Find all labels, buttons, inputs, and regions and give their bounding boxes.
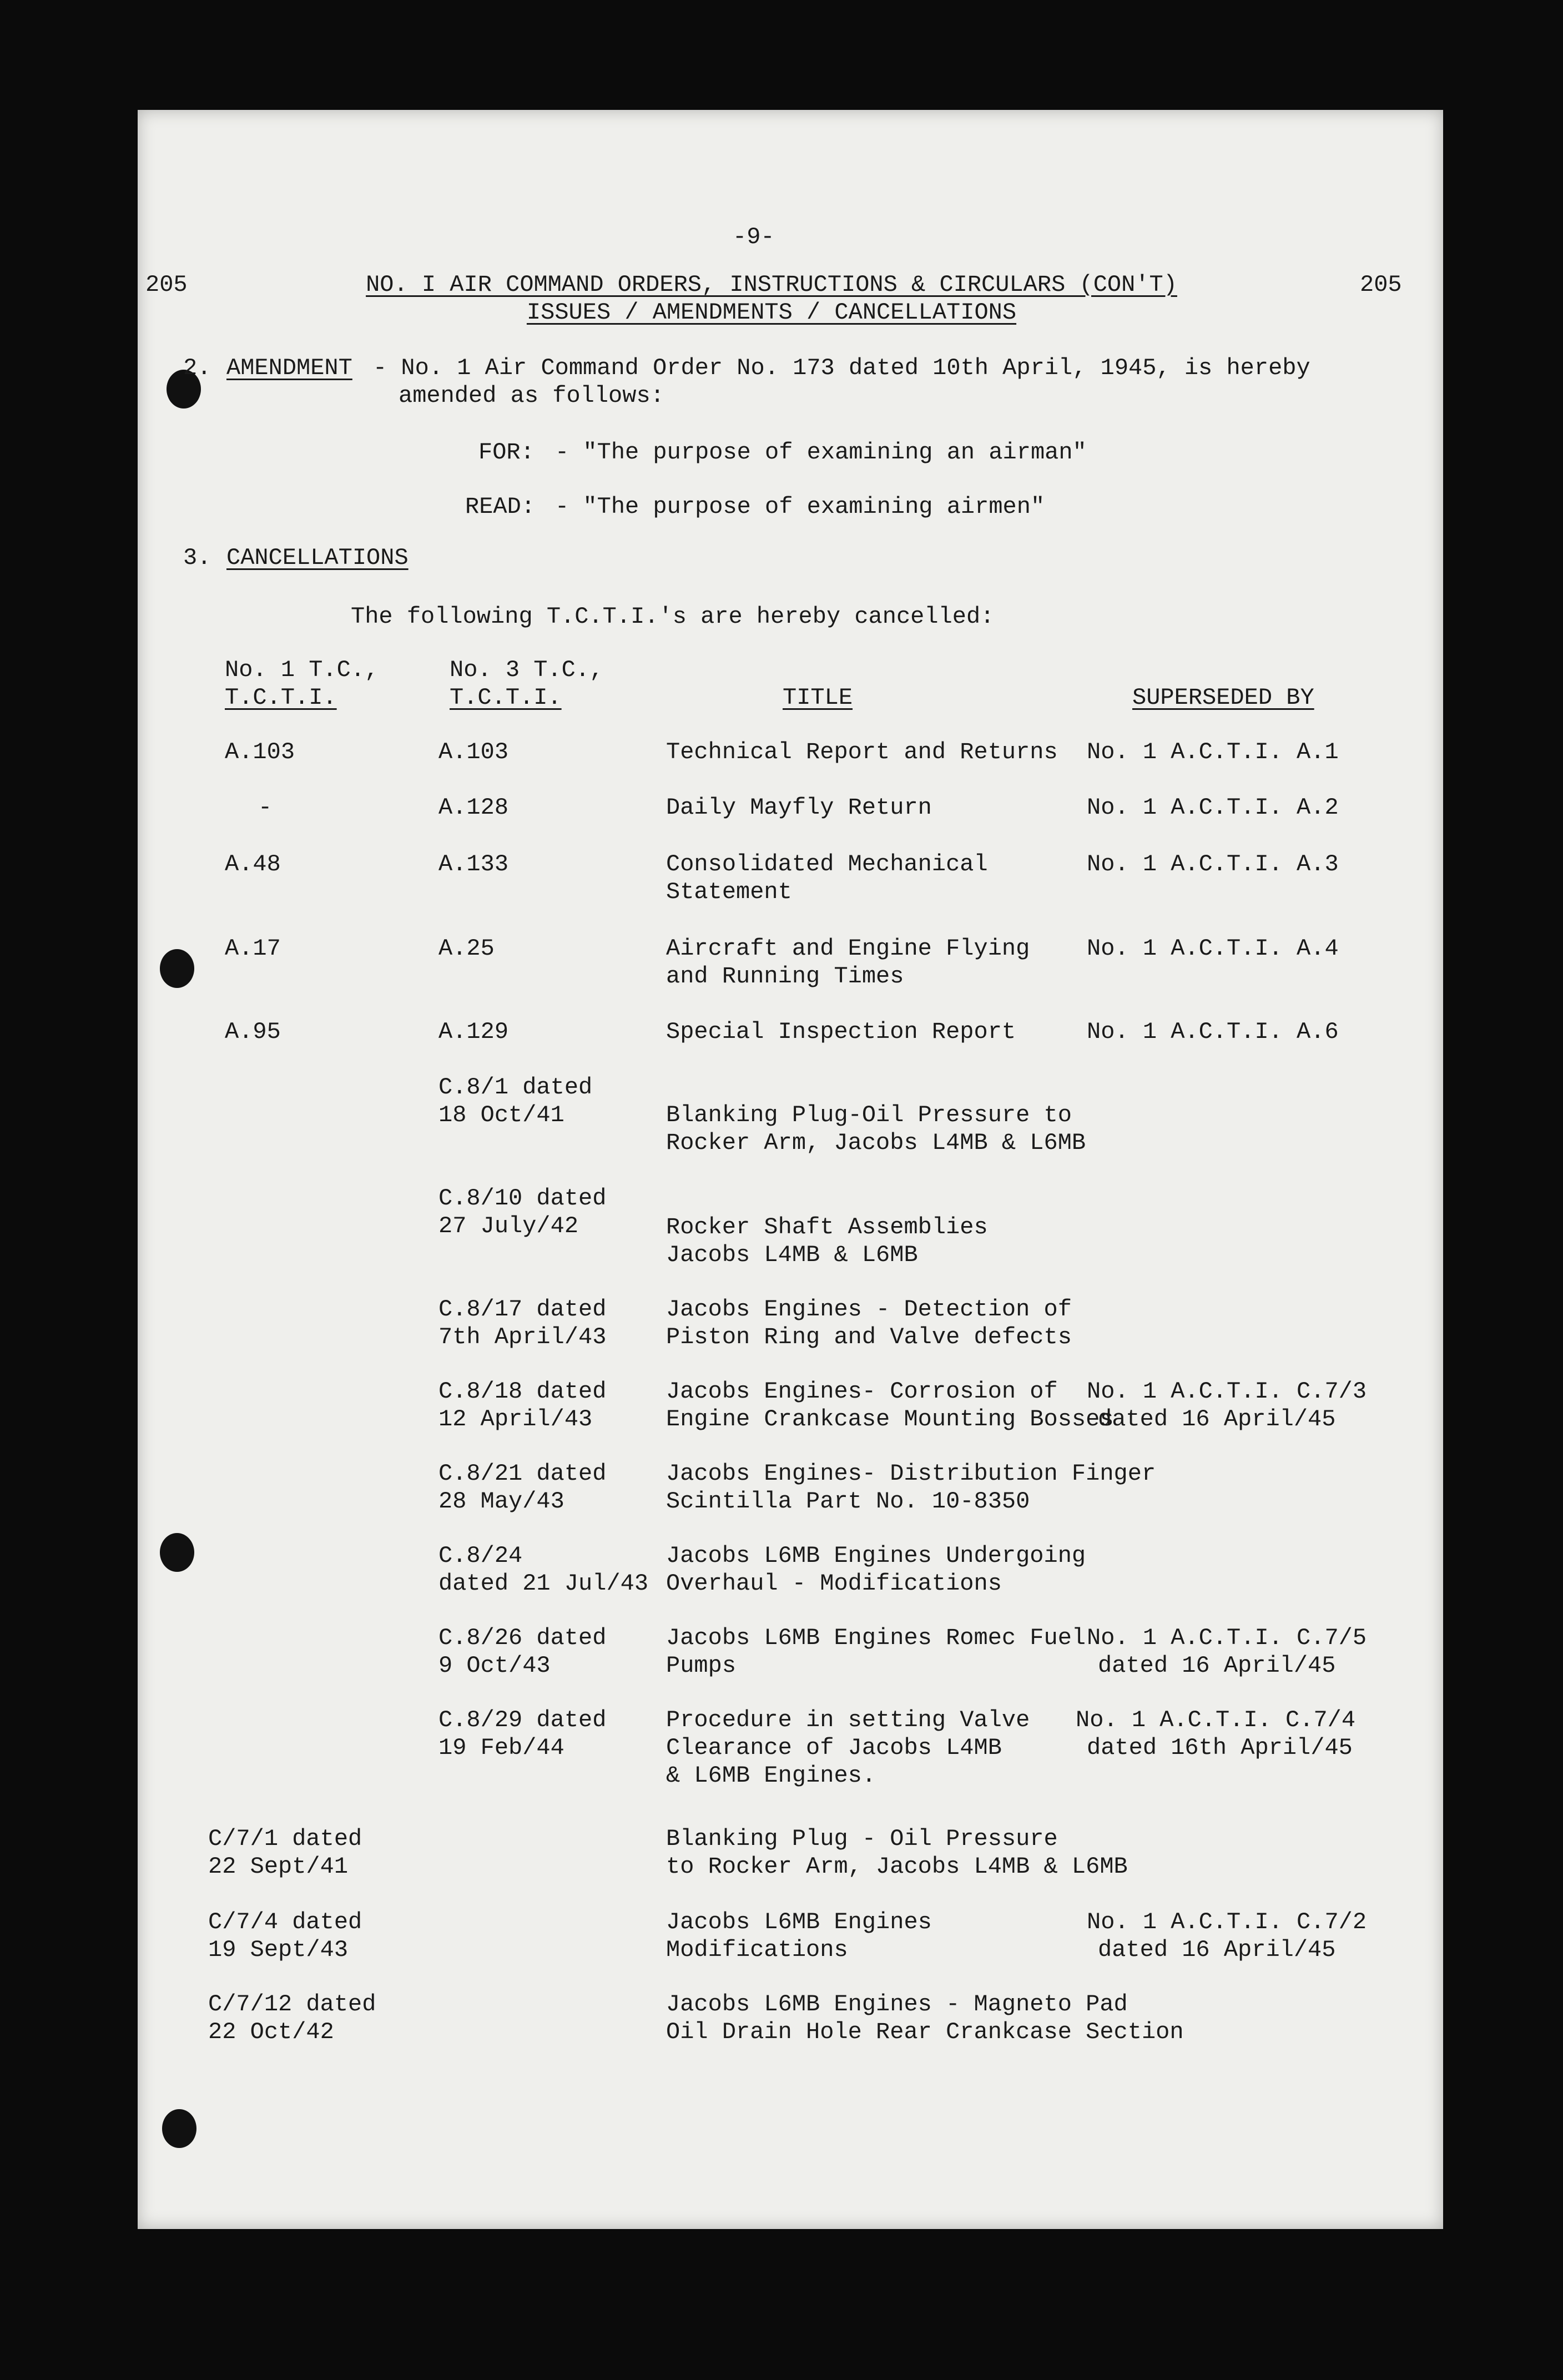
row-no3-tcti: C.8/18 dated xyxy=(438,1378,607,1405)
row-title: Jacobs L6MB Engines - Magneto Pad xyxy=(666,1991,1128,2018)
punch-hole xyxy=(162,2109,196,2148)
row-title: Aircraft and Engine Flying xyxy=(666,935,1030,962)
row-title: Engine Crankcase Mounting Bosses xyxy=(666,1406,1114,1433)
row-title: Procedure in setting Valve xyxy=(666,1707,1030,1733)
column-header-no3-tcti: T.C.T.I. xyxy=(450,684,562,711)
row-no1-tcti: C/7/4 dated xyxy=(208,1909,362,1935)
row-superseded-by: No. 1 A.C.T.I. A.1 xyxy=(1087,739,1339,765)
row-no3-tcti: 18 Oct/41 xyxy=(438,1102,564,1128)
row-no3-tcti: dated 21 Jul/43 xyxy=(438,1570,649,1597)
row-title: Oil Drain Hole Rear Crankcase Section xyxy=(666,2019,1184,2045)
cancellations-intro: The following T.C.T.I.'s are hereby cancelled: xyxy=(351,603,995,630)
row-no3-tcti: C.8/10 dated xyxy=(438,1185,607,1212)
row-no3-tcti: A.133 xyxy=(438,851,509,878)
row-title: Special Inspection Report xyxy=(666,1018,1016,1045)
cancellations-number: 3. xyxy=(183,544,211,571)
row-title: Consolidated Mechanical xyxy=(666,851,988,878)
amendment-heading: AMENDMENT xyxy=(226,355,352,381)
amendment-text-line1: - No. 1 Air Command Order No. 173 dated 10th April, 1945, is hereby xyxy=(373,355,1310,381)
row-superseded-by: No. 1 A.C.T.I. C.7/3 xyxy=(1087,1378,1367,1405)
row-title: Jacobs Engines- Corrosion of xyxy=(666,1378,1058,1405)
row-title: Statement xyxy=(666,879,792,905)
row-title: to Rocker Arm, Jacobs L4MB & L6MB xyxy=(666,1853,1128,1880)
row-superseded-by: dated 16 April/45 xyxy=(1098,1406,1336,1433)
row-superseded-by: No. 1 A.C.T.I. A.3 xyxy=(1087,851,1339,878)
punch-hole xyxy=(160,1533,194,1572)
row-title: Technical Report and Returns xyxy=(666,739,1058,765)
punch-hole xyxy=(160,949,194,988)
for-text: - "The purpose of examining an airman" xyxy=(555,439,1087,466)
amendment-number: 2. xyxy=(183,355,211,381)
row-no3-tcti: C.8/29 dated xyxy=(438,1707,607,1733)
for-label: FOR: xyxy=(478,439,535,466)
row-no1-tcti: 22 Oct/42 xyxy=(208,2019,334,2045)
header-title: NO. I AIR COMMAND ORDERS, INSTRUCTIONS & CIRCULARS (CON'T) xyxy=(366,271,1177,298)
row-title: Blanking Plug - Oil Pressure xyxy=(666,1826,1058,1852)
row-title: Piston Ring and Valve defects xyxy=(666,1324,1072,1350)
row-no1-tcti: A.95 xyxy=(225,1018,281,1045)
row-superseded-by: dated 16 April/45 xyxy=(1098,1652,1336,1679)
amendment-text-line2: amended as follows: xyxy=(399,382,664,409)
page-number: -9- xyxy=(733,224,775,250)
row-superseded-by: No. 1 A.C.T.I. C.7/2 xyxy=(1087,1909,1367,1935)
side-number-right: 205 xyxy=(1360,271,1402,298)
row-no1-tcti: - xyxy=(258,794,273,821)
row-superseded-by: dated 16 April/45 xyxy=(1098,1937,1336,1963)
row-superseded-by: No. 1 A.C.T.I. A.2 xyxy=(1087,794,1339,821)
row-title: Pumps xyxy=(666,1652,737,1679)
row-no3-tcti: C.8/24 xyxy=(438,1542,523,1569)
row-title: Jacobs L6MB Engines xyxy=(666,1909,932,1935)
row-title: Jacobs L4MB & L6MB xyxy=(666,1242,918,1268)
row-title: Daily Mayfly Return xyxy=(666,794,932,821)
row-title: and Running Times xyxy=(666,963,904,990)
row-title: Jacobs Engines - Detection of xyxy=(666,1296,1072,1323)
row-no3-tcti: A.25 xyxy=(438,935,495,962)
row-no1-tcti: C/7/12 dated xyxy=(208,1991,376,2018)
row-no3-tcti: C.8/1 dated xyxy=(438,1074,593,1101)
column-header-superseded-by: SUPERSEDED BY xyxy=(1132,684,1314,711)
row-no3-tcti: 19 Feb/44 xyxy=(438,1734,564,1761)
row-title: Jacobs L6MB Engines Romec Fuel xyxy=(666,1625,1086,1651)
row-no3-tcti: C.8/26 dated xyxy=(438,1625,607,1651)
row-no3-tcti: 28 May/43 xyxy=(438,1488,564,1515)
row-no1-tcti: A.103 xyxy=(225,739,295,765)
row-no3-tcti: C.8/17 dated xyxy=(438,1296,607,1323)
row-superseded-by: No. 1 A.C.T.I. A.4 xyxy=(1087,935,1339,962)
row-title: Blanking Plug-Oil Pressure to xyxy=(666,1102,1072,1128)
row-no1-tcti: A.17 xyxy=(225,935,281,962)
row-superseded-by: No. 1 A.C.T.I. C.7/4 xyxy=(1076,1707,1356,1733)
column-header-title: TITLE xyxy=(783,684,853,711)
row-title: Rocker Arm, Jacobs L4MB & L6MB xyxy=(666,1130,1086,1156)
row-no1-tcti: 22 Sept/41 xyxy=(208,1853,349,1880)
header-subtitle: ISSUES / AMENDMENTS / CANCELLATIONS xyxy=(526,299,1017,326)
row-title: Scintilla Part No. 10-8350 xyxy=(666,1488,1030,1515)
row-no3-tcti: C.8/21 dated xyxy=(438,1460,607,1487)
row-no3-tcti: A.103 xyxy=(438,739,509,765)
row-superseded-by: No. 1 A.C.T.I. A.6 xyxy=(1087,1018,1339,1045)
row-superseded-by: No. 1 A.C.T.I. C.7/5 xyxy=(1087,1625,1367,1651)
read-label: READ: xyxy=(465,493,536,520)
read-text: - "The purpose of examining airmen" xyxy=(555,493,1045,520)
row-title: Modifications xyxy=(666,1937,848,1963)
row-no3-tcti: 12 April/43 xyxy=(438,1406,593,1433)
row-title: Overhaul - Modifications xyxy=(666,1570,1002,1597)
row-superseded-by: dated 16th April/45 xyxy=(1087,1734,1353,1761)
column-header-no1-tcti: T.C.T.I. xyxy=(225,684,337,711)
row-no3-tcti: A.129 xyxy=(438,1018,509,1045)
row-no3-tcti: 27 July/42 xyxy=(438,1213,579,1239)
column-header-no3-tc: No. 3 T.C., xyxy=(450,657,604,683)
row-no3-tcti: A.128 xyxy=(438,794,509,821)
row-no3-tcti: 7th April/43 xyxy=(438,1324,607,1350)
cancellations-heading: CANCELLATIONS xyxy=(226,544,409,571)
side-number-left: 205 xyxy=(145,271,188,298)
row-title: Jacobs Engines- Distribution Finger xyxy=(666,1460,1156,1487)
row-title: & L6MB Engines. xyxy=(666,1762,876,1789)
row-no3-tcti: 9 Oct/43 xyxy=(438,1652,551,1679)
column-header-no1-tc: No. 1 T.C., xyxy=(225,657,379,683)
row-title: Clearance of Jacobs L4MB xyxy=(666,1734,1002,1761)
row-no1-tcti: A.48 xyxy=(225,851,281,878)
row-no1-tcti: C/7/1 dated xyxy=(208,1826,362,1852)
row-title: Rocker Shaft Assemblies xyxy=(666,1214,988,1241)
row-title: Jacobs L6MB Engines Undergoing xyxy=(666,1542,1086,1569)
row-no1-tcti: 19 Sept/43 xyxy=(208,1937,349,1963)
